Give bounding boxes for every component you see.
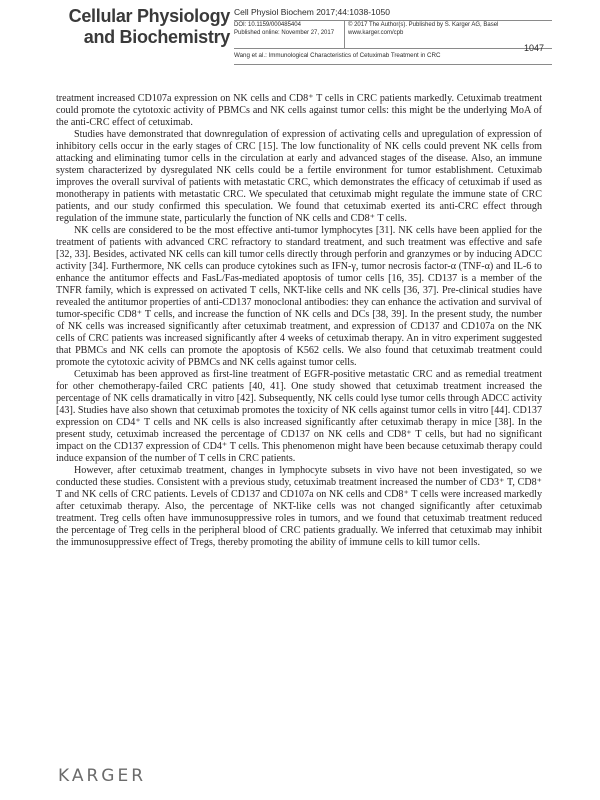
journal-title-line2: and Biochemistry	[83, 27, 230, 47]
published-date: Published online: November 27, 2017	[234, 30, 335, 36]
header-rule	[234, 48, 552, 49]
journal-title-line1: Cellular Physiology	[68, 6, 230, 26]
paragraph: treatment increased CD107a expression on NK cells and CD8⁺ T cells in CRC patients markedly. Cetuximab treatment could promote the cytotoxic activity of PBMCs and NK cells against tumor cells: this might be the underlying MoA of the anti-CRC effect of cetuximab.	[56, 93, 542, 128]
paragraph: Studies have demonstrated that downregulation of expression of activating cells and upregulation of expression of inhibitory cells occur in the early stages of CRC [15]. The low functionality of NK cells could prevent NK cells from attacking and eliminating tumor cells in the circulation at early and advanced stages of the disease. Also, an immune system characterized by dysregulated NK cells could be a fertile environment for tumor establishment. Cetuximab improves the overall survival of patients with metastatic CRC, which demonstrates the efficacy of cetuximab if used as monotherapy in patients with metastatic CRC. We speculated that cetuximab might regulate the immune state of CRC patients, and our study confirmed this speculation. We found that cetuximab exerted its anti-CRC effect through regulation of the immune state, particularly the function of NK cells and CD8⁺ T cells.	[56, 129, 542, 224]
page-number: 1047	[524, 43, 545, 53]
journal-title	[30, 6, 230, 48]
doi: DOI: 10.1159/000485404	[234, 22, 301, 28]
citation: Cell Physiol Biochem 2017;44:1038-1050	[234, 7, 390, 17]
page-header	[0, 0, 600, 74]
header-rule	[234, 64, 552, 65]
paragraph: Cetuximab has been approved as first-line treatment of EGFR-positive metastatic CRC and as remedial treatment for other chemotherapy-failed CRC patients [40, 41]. One study showed that cetuximab treatment increased the percentage of NK cells dramatically in vitro [42]. Subsequently, NK cells could lyse tumor cells through ADCC activity [43]. Studies have also shown that cetuximab promotes the toxicity of NK cells against tumor cells in vitro [44]. CD137 expression on CD4⁺ T cells and NK cells is also increased significantly after cetuximab therapy in mice [38]. In the present study, cetuximab increased the percentage of CD137 on NK cells and CD8⁺ T cells, but had no significant impact on the CD137 expression of CD4⁺ T cells. This phenomenon might have been because cetuximab therapy could induce expansion of the number of T cells in CRC patients.	[56, 369, 542, 464]
article-body	[56, 93, 542, 549]
publisher-logo: KARGER	[58, 766, 147, 786]
header-divider	[344, 20, 345, 48]
meta-row-doi	[234, 21, 499, 29]
meta-row-published	[234, 29, 404, 37]
copyright: © 2017 The Author(s). Published by S. Karger AG, Basel	[348, 22, 499, 28]
paragraph: NK cells are considered to be the most effective anti-tumor lymphocytes [31]. NK cells have been applied for the treatment of patients with advanced CRC refractory to standard treatment, and such treatment was effective and safe [32, 33]. Besides, activated NK cells can kill tumor cells directly through perforin and granzymes or by inducing ADCC activity [34]. Furthermore, NK cells can produce cytokines such as IFN-γ, tumor necrosis factor-α (TNF-α) and IL-6 to enhance the antitumor effects and FasL/Fas-mediated apoptosis of tumor cells [16, 35]. CD137 is a member of the TNFR family, which is expressed on activated T cells, NKT-like cells and NK cells [36, 37]. Pre-clinical studies have revealed the antitumor properties of anti-CD137 monoclonal antibodies: they can enhance the activation and survival of tumor-specific CD8⁺ T cells, and increase the function of NK cells and DCs [38, 39]. In the present study, the number of NK cells was increased significantly after cetuximab treatment, and expression of CD137 and CD107a on the NK cells of CRC patients was increased significantly after 4 weeks of cetuximab therapy. An in vitro experiment suggested that PBMCs and NK cells can promote the apoptosis of K562 cells. We also found that cetuximab treatment could promote the cytotoxic acivity of PBMCs and NK cells against tumor cells.	[56, 225, 542, 368]
paragraph: However, after cetuximab treatment, changes in lymphocyte subsets in vivo have not been investigated, so we conducted these studies. Consistent with a previous study, cetuximab treatment increased the number of CD3⁺ T, CD8⁺ T and NK cells of CRC patients. Levels of CD137 and CD107a on NK cells and CD8⁺ T cells were increased markedly after cetuximab therapy. Also, the percentage of NKT-like cells was not changed significantly after cetuximab treatment. Treg cells often have immunosuppressive roles in tumors, and we found that cetuximab treatment reduced the percentage of Treg cells in the peripheral blood of CRC patients gradually. We inferred that cetuximab may inhibit the immunosuppressive effect of Tregs, thereby promoting the ability of immune cells to kill tumor cells.	[56, 465, 542, 548]
running-title: Wang et al.: Immunological Characteristics of Cetuximab Treatment in CRC	[234, 52, 441, 59]
journal-website-link[interactable]: www.karger.com/cpb	[348, 30, 404, 36]
